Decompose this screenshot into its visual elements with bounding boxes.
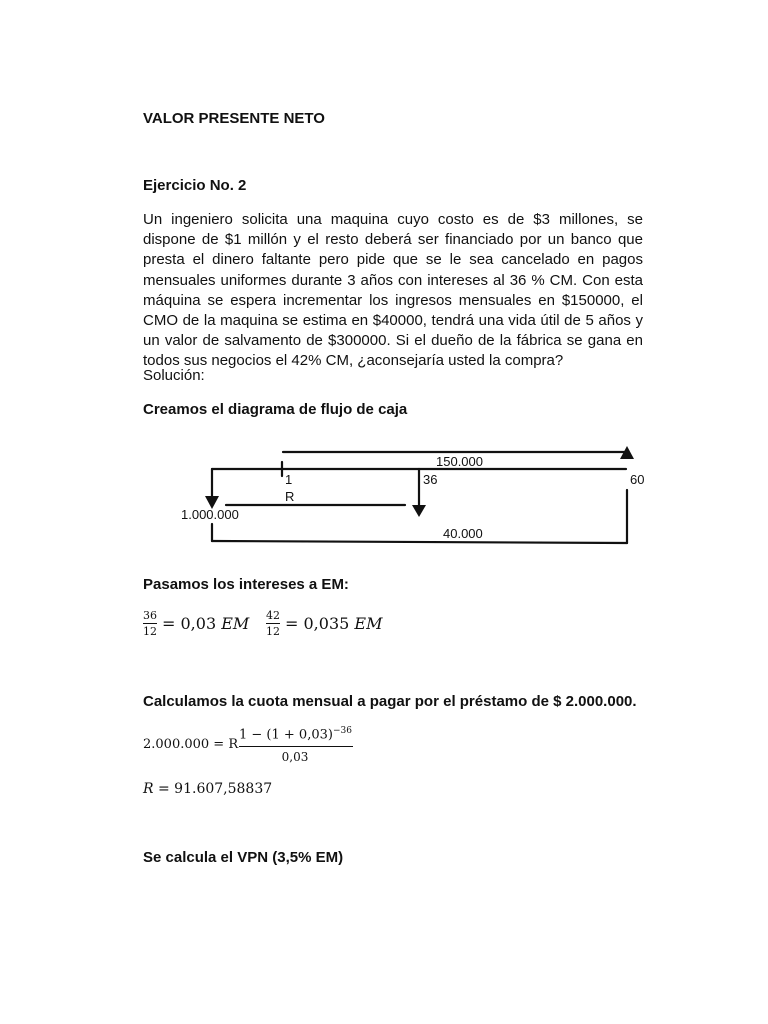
fraction-1-numerator: 36 (143, 609, 157, 622)
interest-result-2-value: = 0,035 (285, 614, 355, 633)
period-60-label: 60 (630, 472, 645, 487)
fraction-2-bar (266, 623, 280, 624)
fraction-2-numerator: 42 (266, 609, 280, 622)
investment-label: 1.000.000 (181, 507, 239, 522)
interest-result-1 (162, 614, 249, 633)
period-36-arrow-head (412, 505, 426, 517)
fraction-2-denominator: 12 (266, 625, 280, 638)
problem-statement: Un ingeniero solicita una maquina cuyo costo es de $3 millones, se dispone de $1 millón y el resto deberá ser financiado por un banco que presta el dinero faltante pero pide que se le sea cancelado en pagos mensuales uniformes durante 3 años con intereses al 36 % CM. Con esta máquina se espera incrementar los ingresos mensuales en $150000, el CMO de la maquina se estima en $40000, tendrá una vida útil de 5 años y un valor de salvamento de $300000. Si el dueño de la fábrica se gana en todos sus negocios el 42% CM, ¿aconsejaría usted la compra? (143, 211, 643, 370)
payment-equation-lhs: 2.000.000 = R (143, 737, 239, 752)
diagram-heading: Creamos el diagrama de flujo de caja (143, 401, 408, 418)
fraction-1-denominator: 12 (143, 625, 157, 638)
page-title: VALOR PRESENTE NETO (143, 110, 325, 127)
vpn-heading: Se calcula el VPN (3,5% EM) (143, 849, 344, 866)
payment-equation-denominator: 0,03 (281, 750, 309, 764)
period-1-label: 1 (285, 472, 293, 487)
interest-result-1-unit: EM (221, 614, 250, 633)
payment-equation-numerator (239, 726, 351, 742)
interest-result-2-unit: EM (354, 614, 383, 633)
period-36-label: 36 (423, 472, 438, 487)
payment-fraction-bar (239, 746, 353, 747)
interest-fraction-1 (143, 609, 157, 638)
numerator-text: 1 − (1 + 0,03) (239, 727, 333, 743)
payment-result-var: R (143, 781, 154, 797)
cost-label: 40.000 (443, 526, 483, 541)
interest-result-1-value: = 0,03 (162, 614, 222, 633)
payment-result (143, 781, 272, 797)
cost-bottom-line (212, 541, 627, 543)
numerator-exponent: −36 (332, 726, 352, 736)
interest-fraction-2 (266, 609, 280, 638)
payment-label: R (285, 489, 295, 504)
payment-result-value: = 91.607,58837 (153, 781, 273, 797)
fraction-1-bar (143, 623, 157, 624)
exercise-heading: Ejercicio No. 2 (143, 177, 247, 194)
interest-result-2 (285, 614, 382, 633)
solution-label: Solución: (143, 367, 205, 384)
interest-heading: Pasamos los intereses a EM: (143, 576, 349, 593)
payment-heading: Calculamos la cuota mensual a pagar por el préstamo de $ 2.000.000. (143, 693, 637, 710)
income-label: 150.000 (436, 454, 483, 469)
